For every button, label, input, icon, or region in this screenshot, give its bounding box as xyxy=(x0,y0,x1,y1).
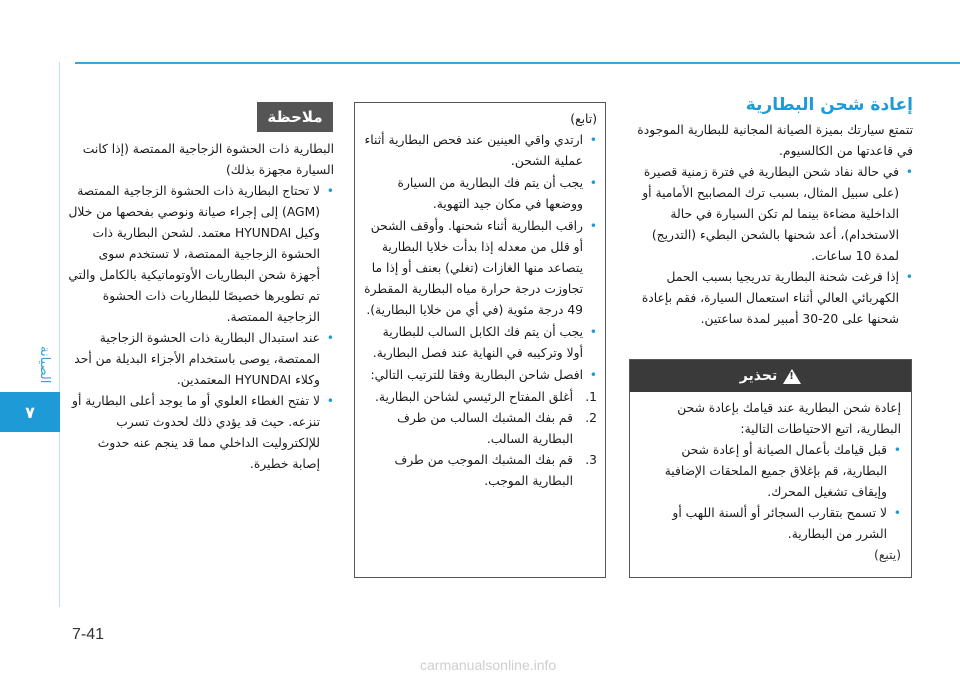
step-number: 1. xyxy=(585,390,597,404)
note-heading: ملاحظة xyxy=(257,102,333,132)
safety-bullets xyxy=(363,130,597,386)
side-rule xyxy=(59,62,60,607)
list-item: • قبل قيامك بأعمال الصيانة أو إعادة شحن البطارية، قم بإغلاق جميع الملحقات الإضافية وإيقاف تشغيل المحرك. xyxy=(642,440,901,503)
step-item xyxy=(363,408,597,450)
list-item: • في حالة نفاد شحن البطارية في فترة زمنية قصيرة (على سبيل المثال، بسبب ترك المصابيح الأمامية أو الداخلية مضاءة بينما لم تكن السيارة في حالة الاستخدام)، أعد شحنها بالشحن البطيء (التدريج) لمدة 10 ساعات. xyxy=(630,162,913,267)
step-text: قم بفك المشبك الموجب من طرف البطارية الموجب. xyxy=(394,453,573,488)
continued-header: (تابع) xyxy=(570,112,597,126)
step-text: أغلق المفتاح الرئيسي لشاحن البطارية. xyxy=(375,390,573,404)
note-intro: البطارية ذات الحشوة الزجاجية الممتصة (إذا كانت السيارة مجهزة بذلك) xyxy=(82,142,334,177)
section-intro: تتمتع سيارتك بميزة الصيانة المجانية للبطارية الموجودة في قاعدتها من الكالسيوم. xyxy=(637,123,913,158)
list-item: • يجب أن يتم فك البطارية من السيارة ووضعها في مكان جيد التهوية. xyxy=(363,173,597,215)
list-item: • إذا فرغت شحنة البطارية تدريجيا بسبب الحمل الكهربائي العالي أثناء استعمال السيارة، فقم بإعادة شحنها على 20-30 أمبير لمدة ساعتين. xyxy=(630,267,913,330)
battery-recharge-section xyxy=(630,92,913,330)
list-item: • لا تفتح الغطاء العلوي أو ما يوجد أعلى البطارية أو تنزعه. حيث قد يؤدي ذلك لحدوث تسرب للإلكتروليت الداخلي مما قد ينجم عنه حدوث إصابة خطيرة. xyxy=(68,391,334,475)
agm-note-section xyxy=(68,139,334,475)
list-item: • افصل شاحن البطارية وفقا للترتيب التالي: xyxy=(363,365,597,386)
chapter-label: الصيانة xyxy=(37,346,52,384)
step-item xyxy=(363,387,597,408)
step-text: قم بفك المشبك السالب من طرف البطارية السالب. xyxy=(397,411,573,446)
warning-box xyxy=(629,359,912,578)
warning-triangle-icon: ! xyxy=(783,369,801,384)
step-item xyxy=(363,450,597,492)
watermark: carmanualsonline.info xyxy=(420,657,557,673)
warning-continued-box xyxy=(354,102,606,578)
warning-body xyxy=(630,392,911,566)
warning-bullets xyxy=(642,440,901,545)
step-number: 3. xyxy=(585,453,597,467)
list-item: • عند استبدال البطارية ذات الحشوة الزجاجية الممتصة، يوصى باستخدام الأجزاء البديلة من أحد وكلاء HYUNDAI المعتمدين. xyxy=(68,328,334,391)
warning-title: تحذير xyxy=(739,368,778,384)
warning-header xyxy=(630,360,911,392)
list-item: • يجب أن يتم فك الكابل السالب للبطارية أولا وتركيبه في النهاية عند فصل البطارية. xyxy=(363,322,597,364)
recharge-bullets xyxy=(630,162,913,330)
section-title: إعادة شحن البطارية xyxy=(745,95,913,115)
continued-marker: (يتبع) xyxy=(874,548,901,562)
chapter-tab: ٧ xyxy=(0,392,60,432)
page-number: 7-41 xyxy=(72,626,105,643)
header-rule xyxy=(75,62,960,64)
warning-intro: إعادة شحن البطارية عند قيامك بإعادة شحن البطارية، اتبع الاحتياطات التالية: xyxy=(677,401,901,436)
list-item: • لا تسمح بتقارب السجائر أو ألسنة اللهب أو الشرر من البطارية. xyxy=(642,503,901,545)
list-item: • راقب البطارية أثناء شحنها. وأوقف الشحن أو قلل من معدله إذا بدأت خلايا البطارية يتصاعد منها الغازات (تغلي) بعنف أو إذا ما تجاوزت درجة حرارة مياه البطارية المقطرة 49 درجة مئوية (في أي من خلايا البطارية). xyxy=(363,216,597,321)
list-item: • ارتدي واقي العينين عند فحص البطارية أثناء عملية الشحن. xyxy=(363,130,597,172)
disconnect-steps xyxy=(363,387,597,492)
list-item: • لا تحتاج البطارية ذات الحشوة الزجاجية الممتصة (AGM) إلى إجراء صيانة ونوصي بفحصها من خلال وكيل HYUNDAI معتمد. لشحن البطارية ذات الحشوة الزجاجية الممتصة، لا تستخدم سوى أجهزة شحن البطاريات الأوتوماتيكية بالكامل والتي تم تطويرها خصيصًا للبطاريات ذات الحشوة الزجاجية الممتصة. xyxy=(68,181,334,328)
agm-bullets xyxy=(68,181,334,475)
step-number: 2. xyxy=(585,411,597,425)
